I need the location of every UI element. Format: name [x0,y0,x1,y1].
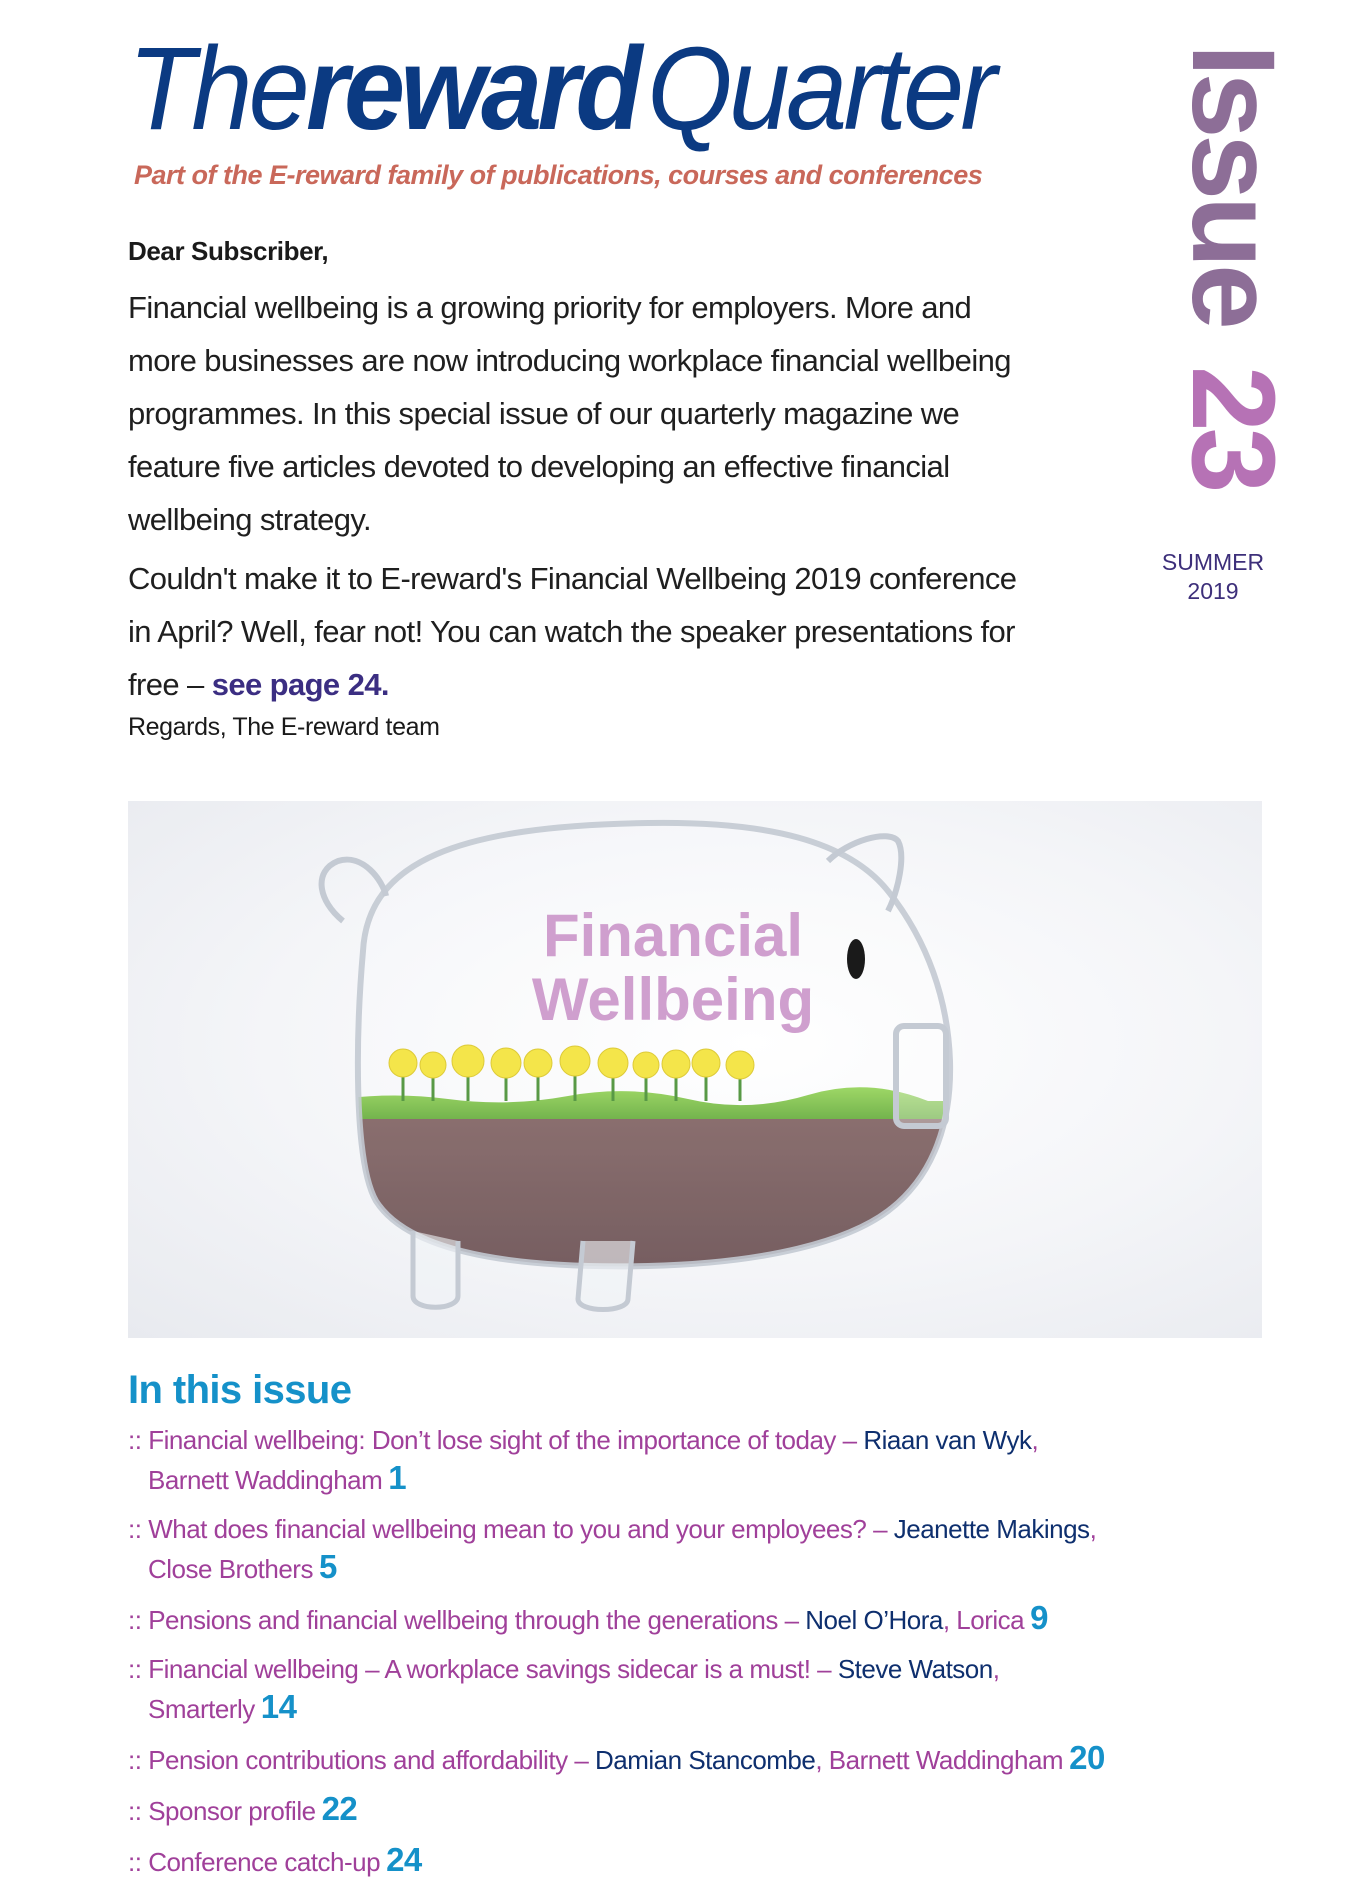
bullet-icon: :: [128,1605,142,1635]
separator: , [1089,1514,1097,1544]
issue-rail [1155,44,1299,524]
article-title: Financial wellbeing – A workplace savings sidecar is a must! – [148,1654,838,1684]
page-number: 1 [388,1459,407,1496]
article-author: Riaan van Wyk [863,1425,1032,1455]
hero-line-1: Financial [542,902,804,969]
toc-item[interactable] [128,1599,1278,1639]
bullet-icon: :: [128,1425,142,1455]
bullet-icon: :: [128,1654,142,1684]
issue-season [1158,548,1268,606]
issue-label: Issue [1167,44,1299,326]
page-number: 14 [260,1688,297,1725]
article-company: Smarterly [148,1694,255,1724]
toc-item[interactable] [128,1510,1278,1588]
bullet-icon: :: [128,1796,142,1826]
toc-item[interactable] [128,1421,1278,1499]
article-title: Conference catch-up [148,1847,381,1877]
paragraph-2-text: Couldn't make it to E-reward's Financial Wellbeing 2019 conference in April? Well, fear not! You can watch the speaker presentations for free – [128,561,1017,702]
page-number: 22 [321,1790,358,1827]
page-number: 5 [318,1548,337,1585]
separator: , [1031,1425,1039,1455]
article-company: , Lorica [942,1605,1025,1635]
letter-paragraph-1: Financial wellbeing is a growing priority for employers. More and more businesses are now introducing workplace financial wellbeing programmes. In this special issue of our quarterly magazine we feature five articles devoted to developing an effective financial wellbeing strategy. [128,290,1011,537]
bullet-icon: :: [128,1514,142,1544]
title-quarter: Quarter [647,23,994,155]
article-author: Jeanette Makings [893,1514,1090,1544]
article-author: Damian Stancombe [595,1745,816,1775]
article-title: Pension contributions and affordability – [148,1745,596,1775]
article-title: What does financial wellbeing mean to you and your employees? – [148,1514,894,1544]
hero-headline [508,904,838,1032]
toc-item[interactable] [128,1790,1278,1830]
article-company: Barnett Waddingham [148,1465,383,1495]
bullet-icon: :: [128,1745,142,1775]
masthead [128,23,1128,155]
article-company: Close Brothers [148,1554,313,1584]
season-year: 2019 [1187,578,1239,604]
article-author: Steve Watson [837,1654,993,1684]
issue-number: 23 [1167,366,1299,490]
bullet-icon: :: [128,1847,142,1877]
piggy-bank-illustration [128,801,1262,1338]
article-author: Noel O’Hora [805,1605,943,1635]
see-page-link[interactable]: see page 24. [211,667,389,702]
greeting: Dear Subscriber, [128,236,329,266]
article-company: , Barnett Waddingham [815,1745,1064,1775]
editor-letter [128,236,1028,742]
article-title: Pensions and financial wellbeing through the generations – [148,1605,806,1635]
toc-item[interactable] [128,1739,1278,1779]
page-number: 24 [386,1841,422,1878]
signoff: Regards, The E-reward team [128,713,440,741]
page-number: 20 [1069,1739,1105,1776]
season-label: SUMMER [1161,549,1265,575]
title-the: The [128,23,306,155]
letter-paragraph-2 [128,552,1028,711]
toc-item[interactable] [128,1841,1278,1881]
toc-item[interactable] [128,1650,1278,1728]
toc-title: In this issue [128,1368,352,1412]
table-of-contents [128,1368,1278,1892]
article-title: Financial wellbeing: Don’t lose sight of the importance of today – [148,1425,864,1455]
publication-title [128,23,1058,155]
separator: , [992,1654,1000,1684]
tagline: Part of the E-reward family of publications, courses and conferences [134,160,983,190]
hero-image [128,801,1262,1338]
page-number: 9 [1030,1599,1048,1636]
hero-line-2: Wellbeing [531,966,815,1033]
article-title: Sponsor profile [148,1796,316,1826]
title-reward: reward [305,23,638,155]
